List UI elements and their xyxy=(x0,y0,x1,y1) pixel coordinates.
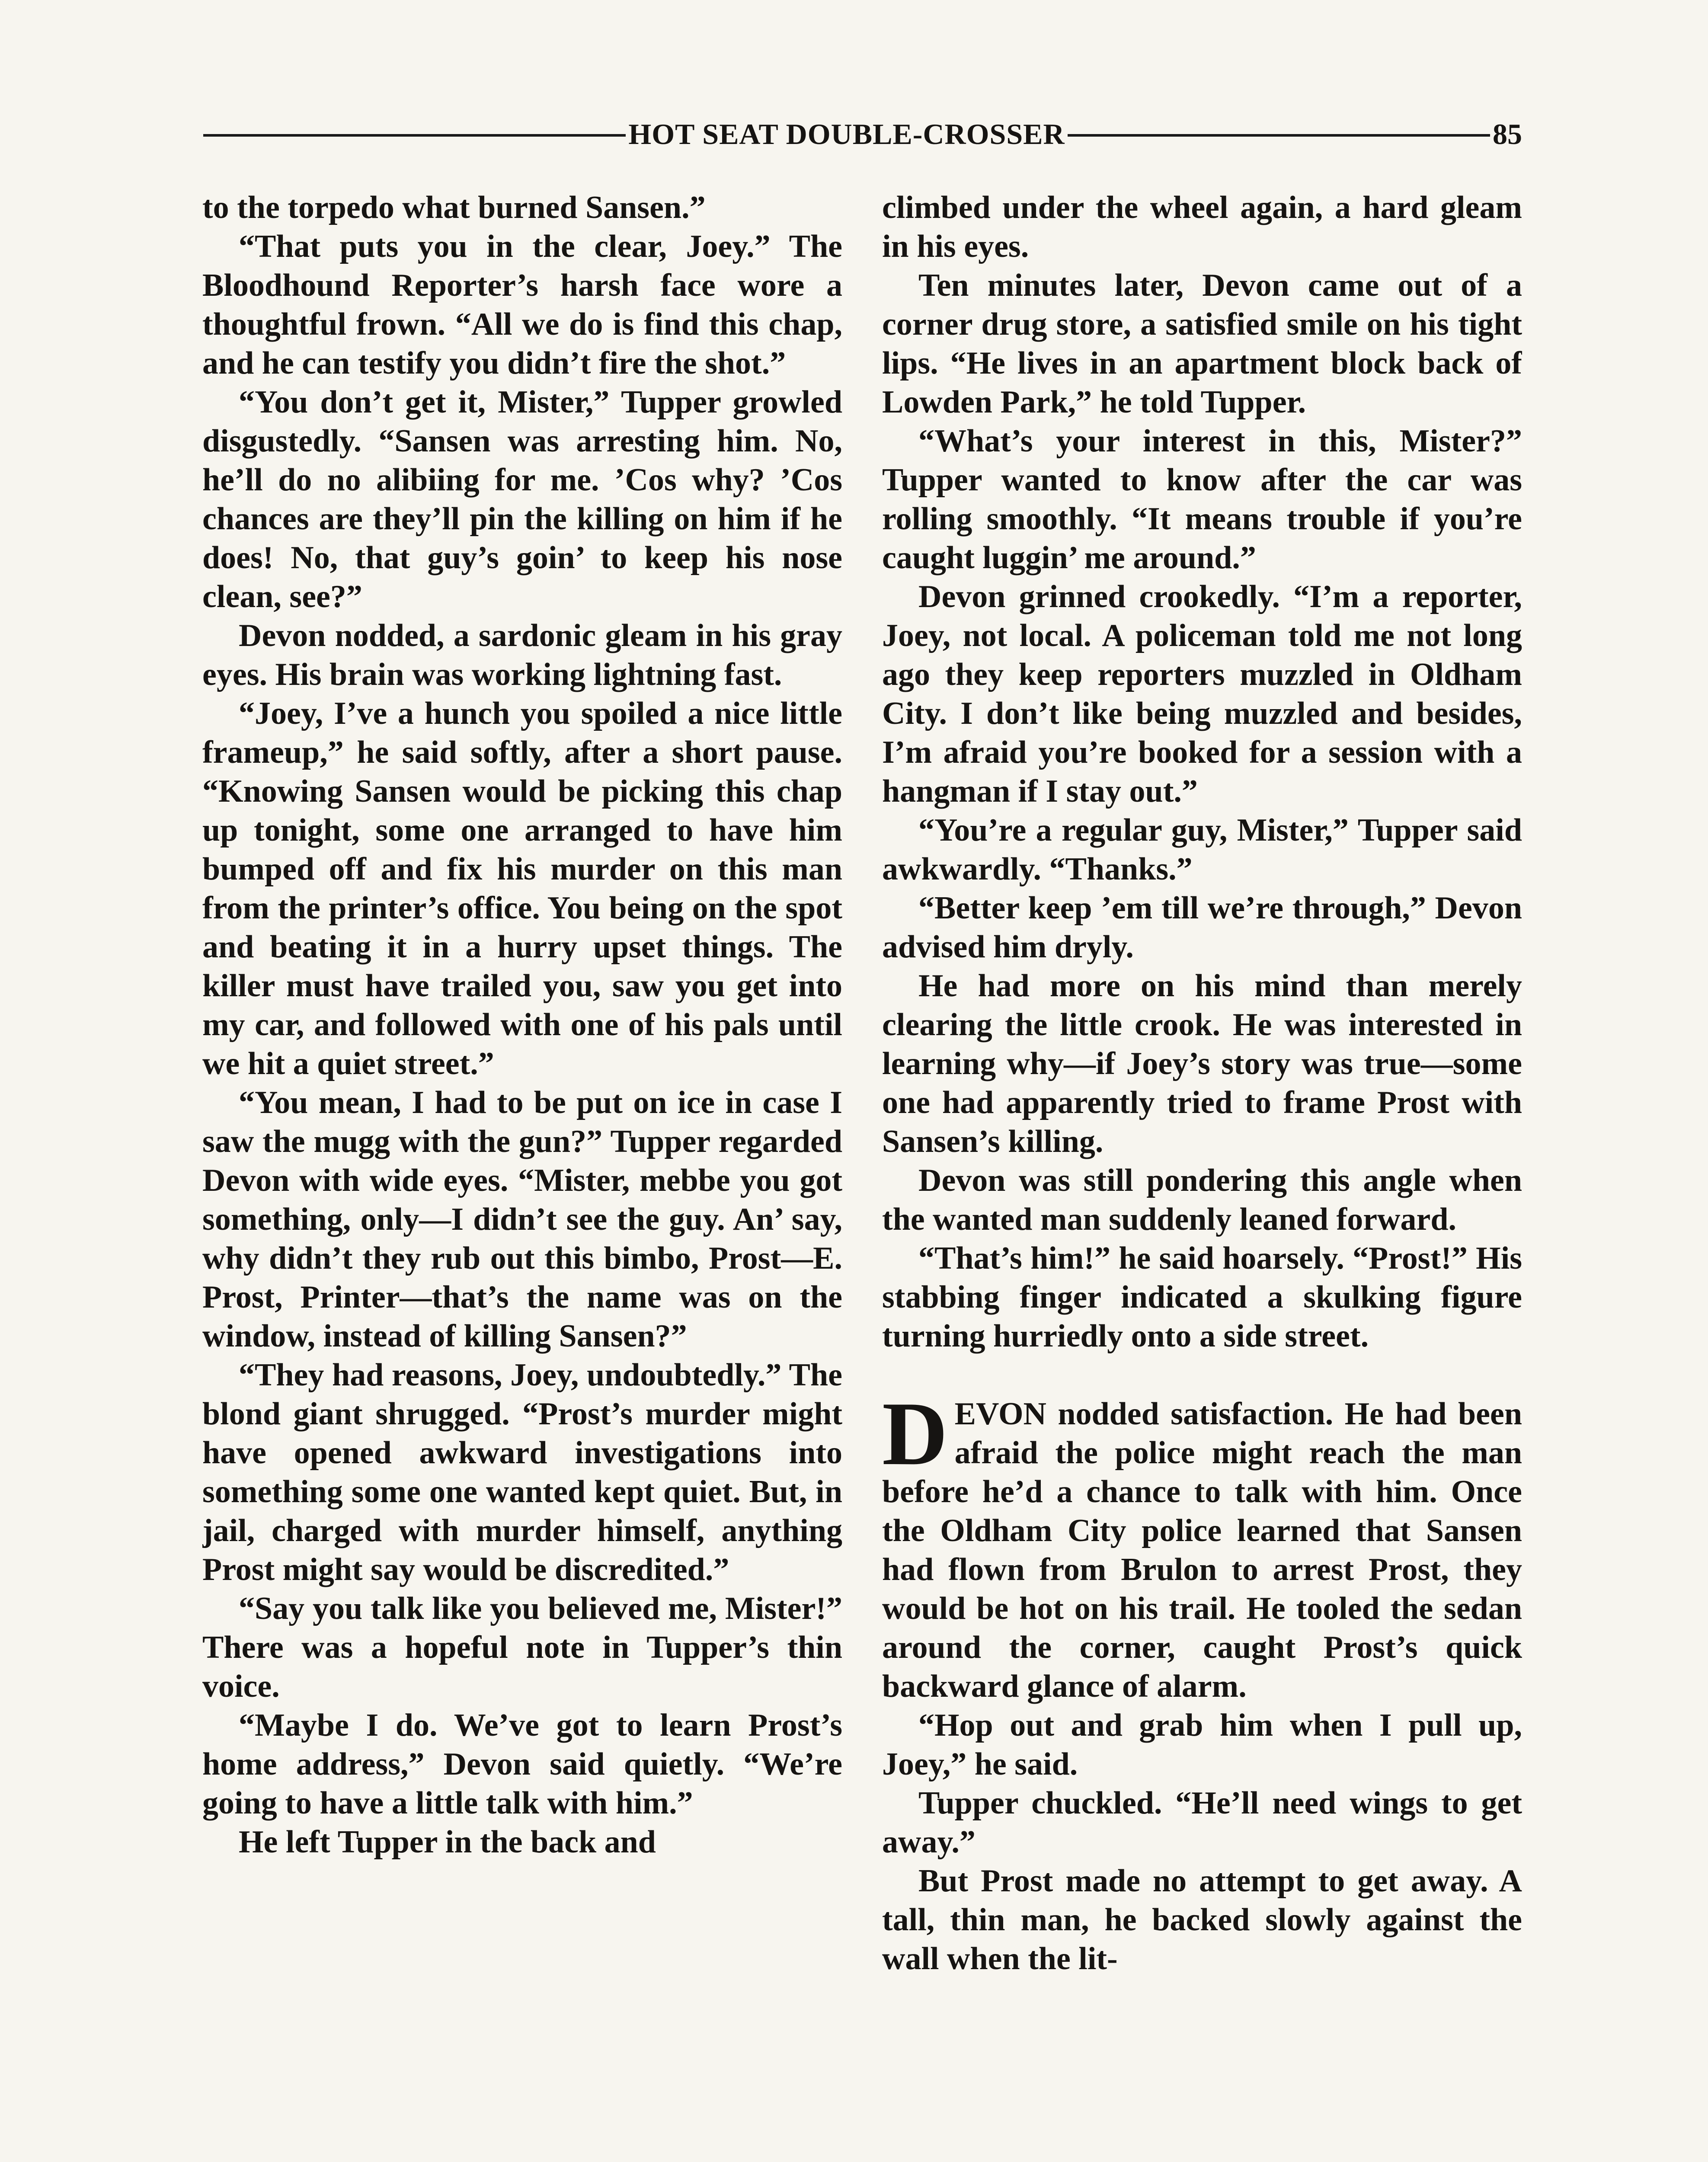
paragraph: Devon was still pondering this angle when the wanted man suddenly leaned forward. xyxy=(882,1163,1522,1237)
paragraph: “You don’t get it, Mister,” Tupper growled disgustedly. “Sansen was arresting him. No, he’ll do no alibiing for me. ’Cos why? ’Cos chances are they’ll pin the killing on him if he does! No, that guy’s goin’ to keep his nose clean, see?” xyxy=(202,384,842,614)
story-title: HOT SEAT DOUBLE-CROSSER xyxy=(628,117,1065,150)
paragraph: “Maybe I do. We’ve got to learn Prost’s home address,” Devon said quietly. “We’re going to have a little talk with him.” xyxy=(202,1708,842,1821)
page-number: 85 xyxy=(1493,117,1522,150)
paragraph: Ten minutes later, Devon came out of a corner drug store, a satisfied smile on his tight lips. “He lives in an apartment block back of Lowden Park,” he told Tupper. xyxy=(882,268,1522,420)
opening-text: nodded satisfaction. He had been afraid the police might reach the man before he’d a chance to talk with him. Once the Oldham City police learned that Sansen had flown from Brulon to arrest Prost, they would be hot on his trail. He tooled the sedan around the corner, caught Prost’s quick backward glance of alarm. xyxy=(882,1396,1522,1704)
paragraph: “That puts you in the clear, Joey.” The Bloodhound Reporter’s harsh face wore a thoughtful frown. “All we do is find this chap, and he can testify you didn’t fire the shot.” xyxy=(202,229,842,381)
section-opening-paragraph xyxy=(882,1384,1522,1706)
paragraph: Devon grinned crookedly. “I’m a reporter, Joey, not local. A policeman told me not long ago they keep reporters muzzled in Oldham City. I don’t like being muzzled and besides, I’m afraid you’re booked for a session with a hangman if I stay out.” xyxy=(882,579,1522,809)
paragraph: He had more on his mind than merely clearing the little crook. He was interested in learning why—if Joey’s story was true—some one had apparently tried to frame Prost with Sansen’s killing. xyxy=(882,968,1522,1159)
header-rule-right xyxy=(1068,134,1490,137)
paragraph: Devon nodded, a sardonic gleam in his gray eyes. His brain was working lightning fast. xyxy=(202,618,842,692)
paragraph: He left Tupper in the back and xyxy=(239,1824,656,1860)
paragraph: “That’s him!” he said hoarsely. “Prost!” His stabbing finger indicated a skulking figure turning hurriedly onto a side street. xyxy=(882,1241,1522,1354)
paragraph: “They had reasons, Joey, undoubtedly.” The blond giant shrugged. “Prost’s murder might have opened awkward investigations into something some one wanted kept quiet. But, in jail, charged with murder himself, anything Prost might say would be discredited.” xyxy=(202,1357,842,1587)
paragraph: “What’s your interest in this, Mister?” Tupper wanted to know after the car was rolling smoothly. “It means trouble if you’re caught luggin’ me around.” xyxy=(882,423,1522,576)
running-header xyxy=(203,110,1522,158)
caps-word: EVON xyxy=(954,1396,1046,1432)
paragraph: “Joey, I’ve a hunch you spoiled a nice little frameup,” he said softly, after a short pause. “Knowing Sansen would be picking this chap up tonight, some one arranged to have him bumped off and fix his murder on this man from the printer’s office. You being on the spot and beating it in a hurry upset things. The killer must have trailed you, saw you get into my car, and followed with one of his pals until we hit a quiet street.” xyxy=(202,696,842,1081)
right-column xyxy=(882,188,1522,2162)
paragraph: climbed under the wheel again, a hard gleam in his eyes. xyxy=(882,190,1522,264)
paragraph: “Better keep ’em till we’re through,” Devon advised him dryly. xyxy=(882,890,1522,965)
paragraph: “You’re a regular guy, Mister,” Tupper said awkwardly. “Thanks.” xyxy=(882,812,1522,887)
paragraph: But Prost made no attempt to get away. A tall, thin man, he backed slowly against the wall when the lit- xyxy=(882,1863,1522,1977)
paragraph: “You mean, I had to be put on ice in case I saw the mugg with the gun?” Tupper regarded Devon with wide eyes. “Mister, mebbe you got something, only—I didn’t see the guy. An’ say, why didn’t they rub out this bimbo, Prost—E. Prost, Printer—that’s the name was on the window, instead of killing Sansen?” xyxy=(202,1085,842,1354)
drop-cap: D xyxy=(882,1384,948,1484)
paragraph: to the torpedo what burned Sansen.” xyxy=(202,190,706,225)
header-rule-left xyxy=(203,134,626,137)
section-break xyxy=(882,1356,1522,1394)
paragraph: Tupper chuckled. “He’ll need wings to get away.” xyxy=(882,1785,1522,1860)
paragraph: “Say you talk like you believed me, Mister!” There was a hopeful note in Tupper’s thin voice. xyxy=(202,1591,842,1704)
paragraph: “Hop out and grab him when I pull up, Joey,” he said. xyxy=(882,1708,1522,1782)
left-column xyxy=(202,188,842,2162)
